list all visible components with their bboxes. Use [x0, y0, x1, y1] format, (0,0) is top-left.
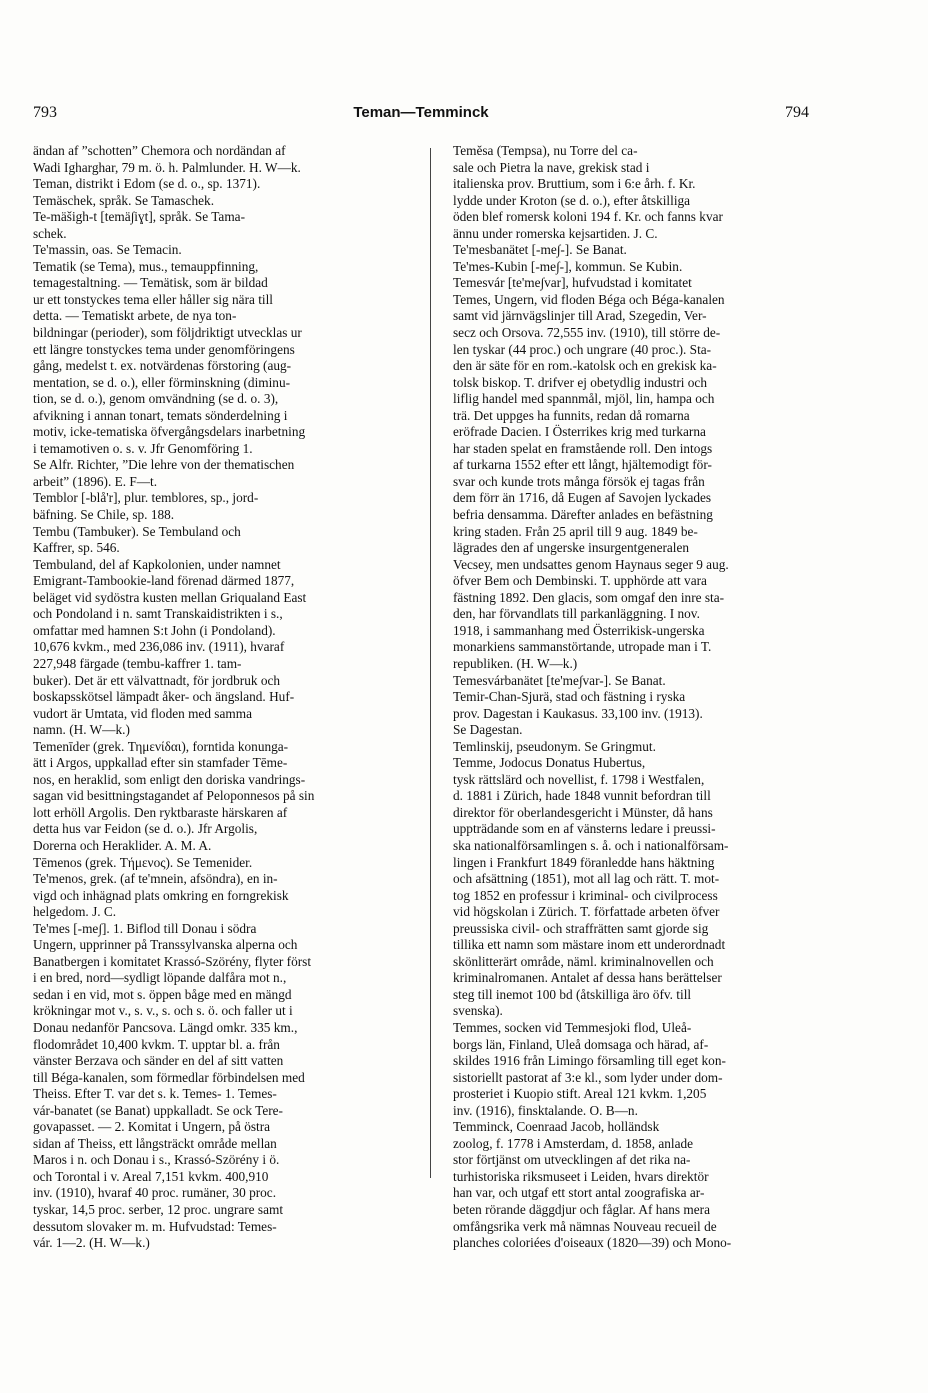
text-line: Tematik (se Tema), mus., temauppfinning,: [33, 258, 259, 274]
text-line: steg till inemot 100 bd (åtskilliga äro öfv. till: [453, 986, 692, 1002]
text-line: omfattar med hamnen S:t John (i Pondoland).: [33, 622, 276, 638]
text-line: eröfrade Dacien. I Österrikes krig med turkarna: [453, 424, 706, 440]
text-line: 227,948 färgade (tembu-kaffrer 1. tam-: [33, 655, 242, 671]
column-divider: [430, 148, 431, 1178]
text-line: sale och Pietra la nave, grekisk stad i: [453, 159, 650, 175]
text-line: ätt i Argos, uppkallad efter sin stamfader Tēme-: [33, 755, 288, 771]
text-line: Theiss. Efter T. var det s. k. Temes- 1. Temes-: [33, 1086, 277, 1102]
text-line: skildes 1916 från Limingo församling till eget kon-: [453, 1053, 726, 1069]
text-line: skönlitterärt område, näml. kriminalnovellen och: [453, 953, 714, 969]
text-line: Te-mäšigh-t [temä∫iɣt], språk. Se Tama-: [33, 209, 246, 225]
running-title: Teman—Temminck: [353, 104, 489, 121]
text-line: direktor för oberlandesgericht i Münster, då hans: [453, 804, 713, 820]
text-line: italienska prov. Bruttium, som i 6:e årh. f. Kr.: [453, 176, 696, 192]
text-line: zoolog, f. 1778 i Amsterdam, d. 1858, anlade: [453, 1135, 694, 1151]
text-line: Wadi Igharghar, 79 m. ö. h. Palmlunder. H. W—k.: [33, 159, 301, 175]
text-line: sistoriellt pastorat af 3:e kl., som lyder under dom-: [453, 1069, 723, 1085]
text-line: Teman, distrikt i Edom (se d. o., sp. 1371).: [33, 176, 261, 192]
text-line: vár. 1—2. (H. W—k.): [33, 1235, 150, 1251]
text-line: Temesvárbanätet [te'me∫var-]. Se Banat.: [453, 672, 666, 688]
text-line: Maros i n. och Donau i s., Krassó-Szörény i ö.: [33, 1152, 280, 1168]
text-line: Te'massin, oas. Se Temacin.: [33, 242, 182, 258]
text-line: govapasset. — 2. Komitat i Ungern, på östra: [33, 1119, 271, 1135]
text-line: preussiska civil- och straffrätten samt gjorde sig: [453, 920, 709, 936]
text-line: Temĕsa (Tempsa), nu Torre del ca-: [453, 143, 638, 158]
text-line: Temes, Ungern, vid floden Béga och Béga-kanalen: [453, 291, 725, 307]
text-line: ännu under romerska kejsartiden. J. C.: [453, 225, 658, 241]
text-line: Te'mesbanätet [-me∫-]. Se Banat.: [453, 242, 627, 258]
text-line: secz och Orsova. 72,555 inv. (1910), till större de-: [453, 325, 721, 341]
text-line: vid högskolan i Zürich. T. författade arbeten öfver: [453, 904, 720, 920]
text-line: tolsk biskop. T. drifver ej obetydlig industri och: [453, 374, 707, 390]
text-line: beläget vid sydöstra kusten mellan Griqualand East: [33, 589, 307, 605]
text-line: 10,676 kvkm., med 236,086 inv. (1911), hvaraf: [33, 639, 285, 655]
text-line: tysk rättslärd och novellist, f. 1798 i Westfalen,: [453, 771, 705, 787]
text-line: trä. Det uppges ha funnits, redan då romarna: [453, 407, 690, 423]
text-line: ur ett tonstyckes tema eller håller sig nära till: [33, 291, 273, 307]
text-line: uppträdande som en af vänsterns ledare i preussi-: [453, 821, 716, 837]
left-column: [33, 143, 391, 1252]
text-line: tog 1852 en professur i kriminal- och civilprocess: [453, 887, 718, 903]
text-line: helgedom. J. C.: [33, 904, 117, 920]
text-line: Temminck, Coenraad Jacob, holländsk: [453, 1119, 660, 1135]
text-line: d. 1881 i Zürich, hade 1848 vunnit befordran till: [453, 788, 711, 804]
text-line: kring staden. Från 25 april till 9 aug. 1849 be-: [453, 523, 698, 539]
text-line: arbeit” (1896). E. F—t.: [33, 473, 158, 489]
text-line: Ungern, upprinner på Transsylvanska alperna och: [33, 937, 298, 953]
text-line: temagestaltning. — Temätisk, som är bildad: [33, 275, 268, 291]
text-line: dem förr än 1716, då Eugen af Savojen lyckades: [453, 490, 712, 506]
text-line: planches coloriées d'oiseaux (1820—39) och Mono-: [453, 1235, 732, 1251]
text-line: prov. Dagestan i Kaukasus. 33,100 inv. (1913).: [453, 705, 703, 721]
text-line: kriminalromanen. Antalet af dessa hans berättelser: [453, 970, 722, 986]
text-line: liflig handel med spannmål, mjöl, lin, hampa och: [453, 391, 715, 407]
text-line: Donau nedanför Pancsova. Längd omkr. 335 km.,: [33, 1019, 298, 1035]
text-line: bäfning. Se Chile, sp. 188.: [33, 507, 175, 523]
text-line: motiv, icke-tematiska öfvergångsdelars inarbetning: [33, 424, 306, 440]
text-line: inv. (1910), hvaraf 40 proc. rumäner, 30 proc.: [33, 1185, 277, 1201]
text-line: Kaffrer, sp. 546.: [33, 540, 120, 556]
text-line: fästning 1892. Den glacis, som omgaf den inre sta-: [453, 589, 725, 605]
text-line: Se Dagestan.: [453, 722, 523, 738]
text-line: borgs län, Finland, Uleå domsaga och härad, af-: [453, 1036, 709, 1052]
text-line: Tēmenos (grek. Τήμενος). Se Temenider.: [33, 854, 253, 870]
text-line: sagan vid besittningstagandet af Peloponnesos på sin: [33, 788, 315, 804]
text-line: vár-banatet (se Banat) uppkalladt. Se ock Tere-: [33, 1102, 283, 1118]
text-line: lingen i Frankfurt 1849 föranledde hans häktning: [453, 854, 715, 870]
right-column: [453, 143, 811, 1252]
text-line: Tembuland, del af Kapkolonien, under namnet: [33, 556, 281, 572]
text-line: mentation, se d. o.), eller förminskning (diminu-: [33, 374, 291, 390]
text-line: och afsättning (1851), mot all lag och rätt. T. mot-: [453, 871, 720, 887]
text-line: han var, och utgaf ett stort antal zoografiska ar-: [453, 1185, 705, 1201]
text-line: öfver Bem och Dembinski. T. upphörde att vara: [453, 573, 707, 589]
text-line: detta hus var Feidon (se d. o.). Jfr Argolis,: [33, 821, 258, 837]
text-line: boskapsskötsel lämpadt åker- och ängsland. Huf-: [33, 689, 295, 705]
text-line: detta. — Tematiskt arbete, de nya ton-: [33, 308, 237, 324]
text-line: Te'menos, grek. (af te'mnein, afsöndra), en in-: [33, 871, 278, 887]
text-line: tillika ett namn som mästare inom ett underordnadt: [453, 937, 726, 953]
text-line: till Béga-kanalen, som förmedlar förbindelsen med: [33, 1069, 305, 1085]
text-line: Se Alfr. Richter, ”Die lehre von der thematischen: [33, 457, 295, 473]
text-line: lott erhöll Argolis. Den ryktbaraste härskaren af: [33, 804, 288, 820]
text-line: Temesvár [te'me∫var], hufvudstad i komitatet: [453, 275, 692, 291]
text-line: vänster Berzava och sänder en del af sitt vatten: [33, 1053, 284, 1069]
text-line: Dorerna och Heraklider. A. M. A.: [33, 837, 212, 853]
text-line: Banatbergen i komitatet Krassó-Szörény, flyter först: [33, 953, 312, 969]
text-line: i temamotiven o. s. v. Jfr Genomföring 1.: [33, 440, 253, 456]
page-number-right: 794: [785, 104, 809, 121]
text-line: omfångsrika verk må nämnas Nouveau recueil de: [453, 1218, 717, 1234]
text-line: 1918, i sammanhang med Österrikisk-ungerska: [453, 622, 705, 638]
text-line: krökningar mot v., s. v., s. och s. ö. och faller ut i: [33, 1003, 293, 1019]
text-line: beten rörande däggdjur och fåglar. Af hans mera: [453, 1202, 710, 1217]
text-line: af turkarna 1552 efter ett långt, hjältemodigt för-: [453, 457, 712, 473]
page-header: [33, 104, 809, 126]
text-line: dessutom slovaker m. m. Hufvudstad: Temes-: [33, 1218, 277, 1234]
text-line: turhistoriska riksmuseet i Leiden, hvars direktör: [453, 1168, 709, 1184]
text-line: sedan i en vid, mot s. öppen båge med en mängd: [33, 986, 292, 1002]
text-line: namn. (H. W—k.): [33, 722, 130, 738]
text-line: Temäschek, språk. Se Tamaschek.: [33, 192, 215, 208]
text-line: svenska).: [453, 1003, 503, 1019]
text-line: nos, en heraklid, som enligt den doriska vandrings-: [33, 771, 306, 787]
text-line: har staden spelat en framstående roll. Den intogs: [453, 440, 713, 456]
text-line: bildningar (perioder), som följdriktigt utvecklas ur: [33, 325, 302, 341]
text-line: Temlinskij, pseudonym. Se Gringmut.: [453, 738, 656, 754]
text-line: befria densamma. Därefter anlades en befästning: [453, 507, 713, 523]
text-line: tyskar, 14,5 proc. serber, 12 proc. ungrare samt: [33, 1202, 284, 1217]
text-line: gång, medelst t. ex. notvärdenas förstoring (aug-: [33, 358, 292, 374]
text-line: Temblor [-blå'r], plur. temblores, sp., jord-: [33, 490, 259, 506]
text-line: sidan af Theiss, ett långsträckt område mellan: [33, 1135, 277, 1151]
text-line: monarkiens sammanstörtande, utropade man i T.: [453, 639, 712, 655]
text-line: schek.: [33, 225, 67, 241]
text-line: Emigrant-Tambookie-land förenad därmed 1877,: [33, 573, 295, 589]
text-line: Temir-Chan-Sjurä, stad och fästning i ryska: [453, 689, 686, 705]
text-line: flodområdet 10,400 kvkm. T. upptar bl. a. från: [33, 1036, 280, 1052]
text-line: Tembu (Tambuker). Se Tembuland och: [33, 523, 241, 539]
text-line: Vecsey, men undsattes genom Haynaus seger 9 aug.: [453, 556, 729, 572]
text-line: Te'mes-Kubin [-me∫-], kommun. Se Kubin.: [453, 258, 683, 274]
text-line: ska nationalförsamlingen s. å. och i nationalförsam-: [453, 837, 729, 853]
page-number-left: 793: [33, 104, 57, 121]
text-line: republiken. (H. W—k.): [453, 655, 578, 671]
text-line: lydde under Kroton (se d. o.), efter åtskilliga: [453, 192, 691, 208]
text-line: vudort är Umtata, vid floden med samma: [33, 705, 252, 721]
text-line: inv. (1916), finsktalande. O. B—n.: [453, 1102, 638, 1118]
text-line: len tyskar (44 proc.) och ungrare (40 proc.). Sta-: [453, 341, 712, 357]
text-line: stor förtjänst om utvecklingen af det rika na-: [453, 1152, 691, 1168]
text-line: Temmes, socken vid Temmesjoki flod, Uleå-: [453, 1019, 692, 1035]
text-line: ändan af ”schotten” Chemora och nordändan af: [33, 143, 286, 158]
text-line: svar och kunde trots många försök ej tagas från: [453, 473, 705, 489]
text-line: öden blef romersk koloni 194 f. Kr. och fanns kvar: [453, 209, 723, 225]
text-line: tion, se d. o.), genom omvändning (se d. o. 3),: [33, 391, 279, 407]
text-line: den är säte för en rom.-katolsk och en grekisk ka-: [453, 358, 717, 374]
text-line: Temme, Jodocus Donatus Hubertus,: [453, 755, 646, 771]
text-line: och Torontal i v. Areal 7,151 kvkm. 400,910: [33, 1168, 269, 1184]
text-line: lägrades den af ungerske insurgentgeneralen: [453, 540, 690, 556]
text-line: och Pondoland i n. samt Transkaidistrikten i s.,: [33, 606, 283, 622]
text-line: Te'mes [-me∫]. 1. Biflod till Donau i södra: [33, 920, 257, 936]
text-line: prosteriet i Kuopio stift. Areal 121 kvkm. 1,205: [453, 1086, 707, 1102]
text-line: afvikning i annan tonart, temats sönderdelning i: [33, 407, 288, 423]
text-line: Temenīder (grek. Τημενίδαι), forntida konunga-: [33, 738, 289, 754]
text-line: buker). Det är ett välvattnadt, för jordbruk och: [33, 672, 281, 688]
text-line: den, har förvandlats till parkanläggning. I nov.: [453, 606, 700, 622]
text-line: vigd och inhägnad plats omkring en forngrekisk: [33, 887, 289, 903]
text-line: samt vid järnvägslinjer till Arad, Szegedin, Ver-: [453, 308, 707, 324]
text-line: i en bred, nord—sydligt löpande dalfåra mot n.,: [33, 970, 287, 986]
text-line: ett längre tonstyckes tema under genomföringens: [33, 341, 295, 357]
